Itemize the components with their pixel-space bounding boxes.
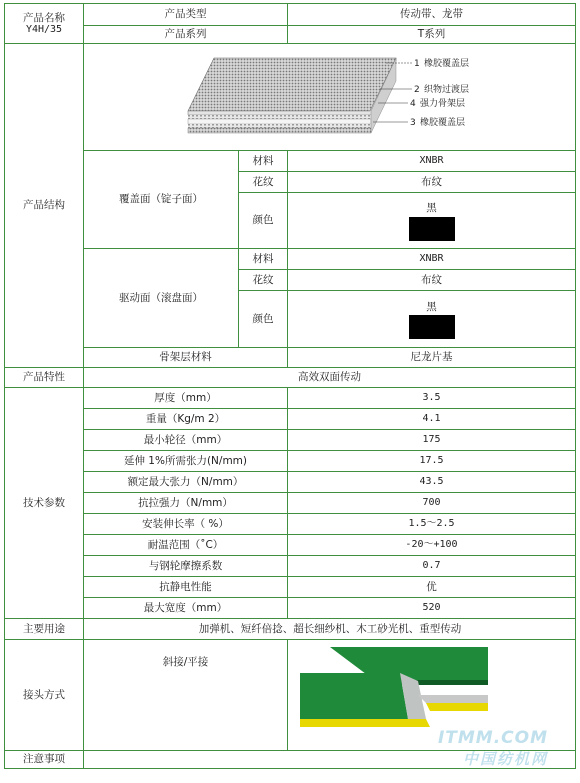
- drive-face-label: 驱动面（滚盘面）: [84, 249, 239, 348]
- param-name-friction: 与钢轮摩擦系数: [84, 556, 288, 577]
- skeleton-label: 骨架层材料: [84, 348, 288, 368]
- layer-name-3: 橡胶覆盖层: [419, 118, 465, 128]
- drive-color-label: 颜色: [239, 291, 288, 348]
- param-value-min-pulley: 175: [288, 430, 576, 451]
- drive-material-value: XNBR: [288, 249, 576, 270]
- drive-color-cell: [288, 291, 576, 348]
- top-rubber-layer: [188, 58, 396, 111]
- cover-pattern-value: 布纹: [288, 172, 576, 193]
- cover-pattern-label: 花纹: [239, 172, 288, 193]
- layer-num-4: 4: [409, 99, 416, 109]
- product-type-label: 产品类型: [84, 4, 288, 26]
- product-name-value: Y4H/35: [25, 23, 63, 35]
- layer-num-1: 1: [413, 59, 420, 69]
- drive-pattern-label: 花纹: [239, 270, 288, 291]
- drive-pattern-value: 布纹: [288, 270, 576, 291]
- structure-label: 产品结构: [5, 44, 84, 368]
- skeleton-value: 尼龙片基: [288, 348, 576, 368]
- product-type-value: 传动带、龙带: [288, 4, 576, 26]
- param-value-weight: 4.1: [288, 409, 576, 430]
- param-name-temperature: 耐温范围（˚C）: [84, 535, 288, 556]
- cover-color-value: 黑: [426, 202, 437, 215]
- joint-label: 接头方式: [5, 640, 84, 751]
- feature-label: 产品特性: [5, 368, 84, 388]
- product-name-cell: [5, 4, 84, 44]
- param-name-antistatic: 抗静电性能: [84, 577, 288, 598]
- param-name-elongation: 安装伸长率（ %）: [84, 514, 288, 535]
- param-name-tension-1pct: 延伸 1%所需张力(N/mm): [84, 451, 288, 472]
- param-name-max-tension: 额定最大张力（N/mm）: [84, 472, 288, 493]
- param-name-weight: 重量（Kg/m 2）: [84, 409, 288, 430]
- belt-structure-diagram: [180, 49, 480, 145]
- feature-value: 高效双面传动: [84, 368, 576, 388]
- param-value-elongation: 1.5～2.5: [288, 514, 576, 535]
- fabric-layer: [188, 115, 371, 119]
- param-value-temperature: -20～+100: [288, 535, 576, 556]
- tech-label: 技术参数: [5, 388, 84, 619]
- cover-material-value: XNBR: [288, 151, 576, 172]
- drive-color-swatch: [409, 315, 455, 339]
- cover-material-label: 材料: [239, 151, 288, 172]
- cover-color-cell: [288, 193, 576, 249]
- param-value-friction: 0.7: [288, 556, 576, 577]
- layer-name-2: 织物过渡层: [423, 85, 469, 95]
- notes-label: 注意事项: [5, 751, 84, 769]
- upper-belt-yellow: [426, 703, 488, 711]
- param-value-tensile: 700: [288, 493, 576, 514]
- drive-color-value: 黑: [426, 300, 437, 313]
- param-name-thickness: 厚度（mm）: [84, 388, 288, 409]
- structure-diagram-cell: [84, 44, 576, 151]
- layer-num-2: 2: [413, 85, 420, 95]
- lower-belt-yellow: [300, 719, 430, 727]
- cover-color-label: 颜色: [239, 193, 288, 249]
- joint-value: 斜接/平接: [84, 640, 288, 751]
- param-value-thickness: 3.5: [288, 388, 576, 409]
- param-value-antistatic: 优: [288, 577, 576, 598]
- layer-name-4: 强力骨架层: [419, 99, 465, 109]
- product-series-label: 产品系列: [84, 26, 288, 44]
- cover-color-swatch: [409, 217, 455, 241]
- usage-label: 主要用途: [5, 619, 84, 640]
- param-value-tension-1pct: 17.5: [288, 451, 576, 472]
- watermark-url: ITMM.COM: [437, 728, 548, 748]
- param-value-max-width: 520: [288, 598, 576, 619]
- param-name-tensile: 抗拉强力（N/mm）: [84, 493, 288, 514]
- spec-table: [4, 3, 576, 769]
- layer-num-3: 3: [409, 118, 416, 128]
- cover-face-label: 覆盖面（锭子面）: [84, 151, 239, 249]
- product-name-label: 产品名称: [23, 11, 65, 24]
- watermark-site: 中国纺机网: [462, 750, 548, 768]
- layer-name-1: 橡胶覆盖层: [423, 59, 469, 69]
- lower-belt-green: [300, 673, 408, 719]
- product-series-value: T系列: [288, 26, 576, 44]
- bottom-rubber-layer: [188, 128, 371, 133]
- param-name-min-pulley: 最小轮径（mm）: [84, 430, 288, 451]
- param-value-max-tension: 43.5: [288, 472, 576, 493]
- tension-layer: [188, 119, 371, 124]
- usage-value: 加弹机、短纤倍捻、超长细纱机、木工砂光机、重型传动: [84, 619, 576, 640]
- param-name-max-width: 最大宽度（mm）: [84, 598, 288, 619]
- drive-material-label: 材料: [239, 249, 288, 270]
- watermark: [438, 728, 548, 769]
